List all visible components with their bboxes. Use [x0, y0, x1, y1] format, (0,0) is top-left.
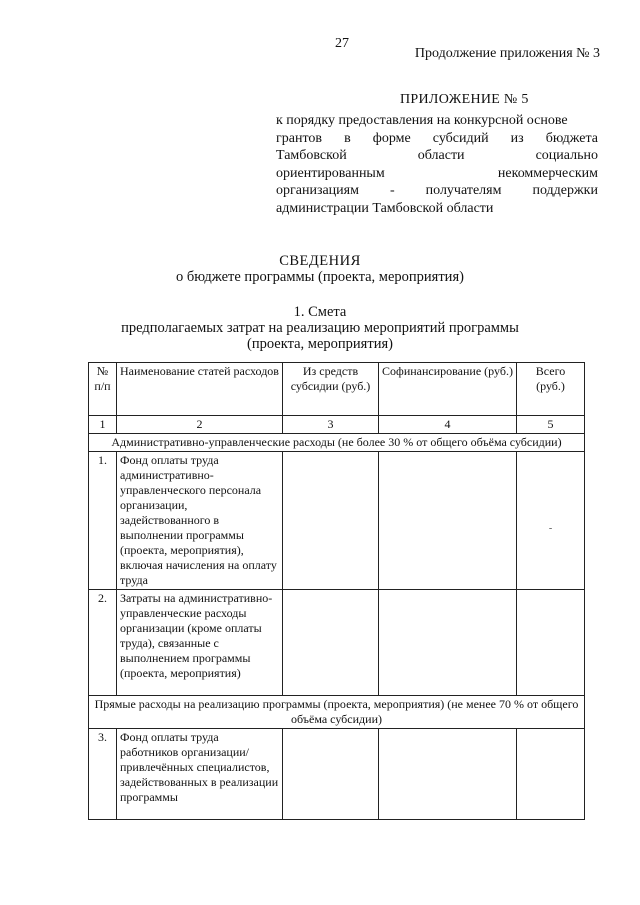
row-total-cell	[517, 590, 585, 696]
col-number: 4	[379, 416, 517, 434]
row-subsidy-cell	[283, 590, 379, 696]
header-subsidy: Из средств субсидии (руб.)	[283, 363, 379, 416]
appendix-title: ПРИЛОЖЕНИЕ № 5	[400, 92, 529, 107]
header-num: № п/п	[89, 363, 117, 416]
col-number: 2	[117, 416, 283, 434]
col-number: 5	[517, 416, 585, 434]
row-name: Фонд оплаты труда административно-управленческого персонала организации, задействованного в выполнении программы (проекта, мероприятия), включая начисления на оплату труда	[117, 452, 283, 590]
section-description: предполагаемых затрат на реализацию мероприятий программы	[121, 320, 519, 336]
row-number: 1.	[89, 452, 117, 590]
reference-line-3: Тамбовской области социально	[276, 148, 598, 163]
header-name: Наименование статей расходов	[117, 363, 283, 416]
col-number: 1	[89, 416, 117, 434]
row-subsidy-cell	[283, 452, 379, 590]
row-cofinance-cell	[379, 729, 517, 820]
row-name: Затраты на административно-управленческие расходы организации (кроме оплаты труда), связанные с выполнением программы (проекта, мероприятия)	[117, 590, 283, 696]
row-total-cell	[517, 729, 585, 820]
page-number: 27	[335, 36, 349, 51]
row-number: 3.	[89, 729, 117, 820]
row-cofinance-cell	[379, 452, 517, 590]
dash-mark: -	[548, 523, 553, 534]
table-row	[89, 729, 585, 820]
column-number-row	[89, 416, 585, 434]
section-label: Административно-управленческие расходы (не более 30 % от общего объёма субсидии)	[89, 434, 585, 452]
table-header-row	[89, 363, 585, 416]
reference-line-1: к порядку предоставления на конкурсной основе	[276, 113, 568, 128]
header-total: Всего (руб.)	[517, 363, 585, 416]
budget-table	[88, 362, 585, 820]
col-number: 3	[283, 416, 379, 434]
table-row	[89, 590, 585, 696]
appendix-reference	[276, 112, 598, 217]
continuation-note: Продолжение приложения № 3	[414, 46, 600, 61]
section-row-admin	[89, 434, 585, 452]
document-title: СВЕДЕНИЯ	[279, 253, 361, 269]
row-cofinance-cell	[379, 590, 517, 696]
section-label: Прямые расходы на реализацию программы (проекта, мероприятия) (не менее 70 % от общего объёма субсидии)	[89, 696, 585, 729]
row-subsidy-cell	[283, 729, 379, 820]
reference-line-5: организациям - получателям поддержки	[276, 183, 598, 198]
document-subtitle: о бюджете программы (проекта, мероприятия)	[176, 269, 464, 285]
row-name: Фонд оплаты труда работников организации/ привлечённых специалистов, задействованных в реализации программы	[117, 729, 283, 820]
section-row-direct	[89, 696, 585, 729]
table-row	[89, 452, 585, 590]
reference-line-4: ориентированным некоммерческим	[276, 165, 598, 181]
row-number: 2.	[89, 590, 117, 696]
reference-line-2: грантов в форме субсидий из бюджета	[276, 130, 598, 146]
header-cofinance: Софинансирование (руб.)	[379, 363, 517, 416]
section-title: 1. Смета	[293, 304, 347, 320]
reference-line-6: администрации Тамбовской области	[276, 200, 494, 216]
row-total-cell	[517, 452, 585, 590]
section-description-cont: (проекта, мероприятия)	[247, 336, 393, 352]
